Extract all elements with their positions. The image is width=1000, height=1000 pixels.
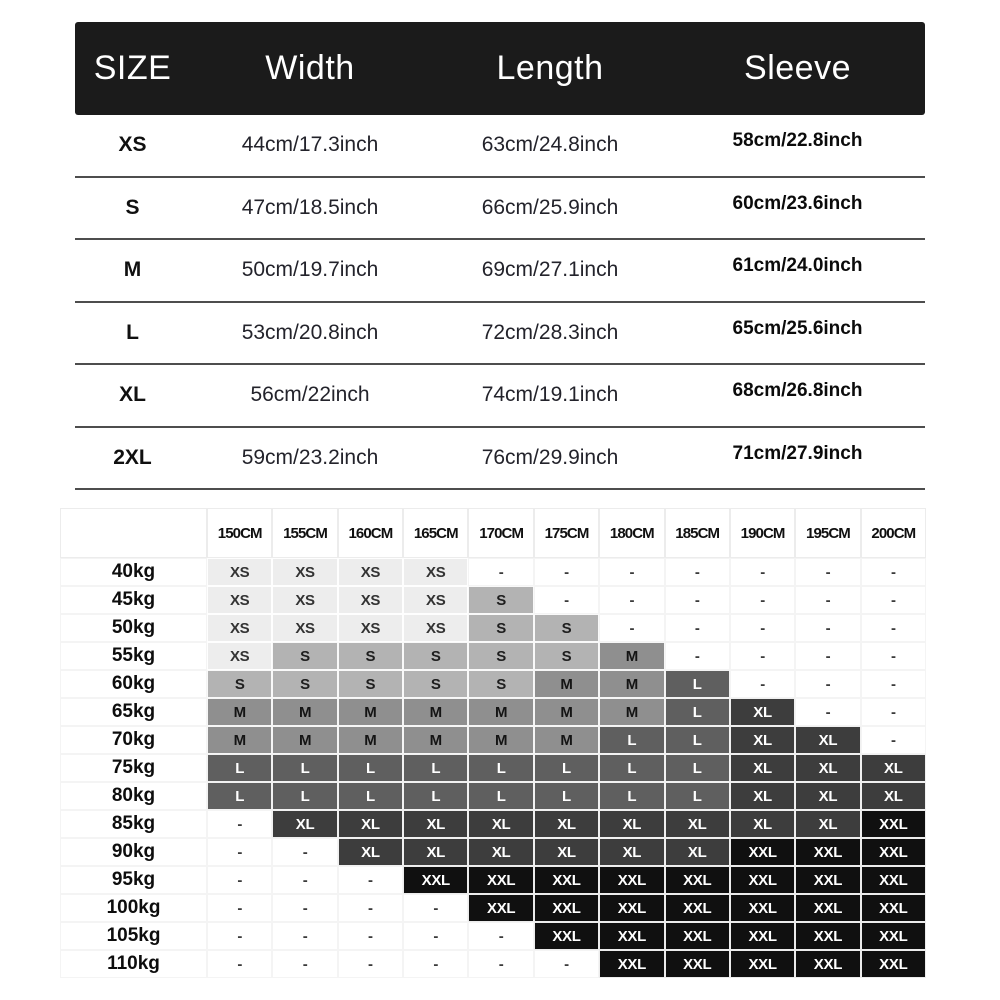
matrix-cell: XXL <box>730 894 795 922</box>
width-value: 56cm/22inch <box>250 383 370 407</box>
matrix-cell: XXL <box>795 866 860 894</box>
matrix-cell: - <box>730 642 795 670</box>
matrix-cell: - <box>403 950 468 978</box>
matrix-weight-label: 100kg <box>60 894 207 922</box>
matrix-height-header: 165CM <box>403 508 468 558</box>
sleeve-value: 71cm/27.9inch <box>732 442 863 464</box>
matrix-cell: XXL <box>795 894 860 922</box>
length-value: 63cm/24.8inch <box>481 133 619 157</box>
size-table-row <box>75 178 925 241</box>
matrix-cell: M <box>468 726 533 754</box>
matrix-cell: S <box>272 670 337 698</box>
size-table <box>75 22 925 490</box>
matrix-cell: XXL <box>730 922 795 950</box>
matrix-cell: L <box>338 754 403 782</box>
matrix-cell: - <box>534 950 599 978</box>
matrix-cell: - <box>795 614 860 642</box>
matrix-cell: - <box>861 698 926 726</box>
matrix-cell: XXL <box>730 866 795 894</box>
matrix-cell: - <box>207 922 272 950</box>
width-value: 47cm/18.5inch <box>241 195 379 219</box>
matrix-weight-label: 90kg <box>60 838 207 866</box>
size-table-row <box>75 240 925 303</box>
size-label: 2XL <box>113 445 152 469</box>
matrix-height-header: 170CM <box>468 508 533 558</box>
fit-matrix <box>60 508 926 978</box>
size-table-rows <box>75 115 925 490</box>
matrix-cell: XXL <box>599 894 664 922</box>
matrix-cell: L <box>272 782 337 810</box>
matrix-weight-label: 40kg <box>60 558 207 586</box>
matrix-cell: - <box>272 950 337 978</box>
matrix-cell: XL <box>272 810 337 838</box>
matrix-cell: M <box>338 726 403 754</box>
matrix-cell: M <box>599 698 664 726</box>
matrix-cell: - <box>338 922 403 950</box>
matrix-cell: XL <box>338 810 403 838</box>
matrix-cell: - <box>665 586 730 614</box>
matrix-weight-label: 45kg <box>60 586 207 614</box>
matrix-cell: XS <box>207 642 272 670</box>
matrix-cell: - <box>795 698 860 726</box>
matrix-height-header: 190CM <box>730 508 795 558</box>
matrix-cell: XS <box>403 586 468 614</box>
matrix-cell: XS <box>338 558 403 586</box>
matrix-cell: - <box>795 642 860 670</box>
size-table-row <box>75 303 925 366</box>
matrix-cell: XL <box>795 754 860 782</box>
matrix-cell: XL <box>861 754 926 782</box>
matrix-cell: XL <box>730 782 795 810</box>
matrix-cell: XXL <box>795 922 860 950</box>
matrix-cell: L <box>665 726 730 754</box>
matrix-cell: - <box>795 670 860 698</box>
matrix-cell: - <box>599 558 664 586</box>
matrix-cell: XL <box>338 838 403 866</box>
matrix-cell: M <box>599 642 664 670</box>
matrix-cell: S <box>534 642 599 670</box>
matrix-cell: M <box>403 698 468 726</box>
matrix-cell: S <box>534 614 599 642</box>
matrix-cell: M <box>207 698 272 726</box>
size-label: XL <box>119 383 146 407</box>
matrix-cell: S <box>468 642 533 670</box>
matrix-cell: XXL <box>468 866 533 894</box>
matrix-cell: XXL <box>861 810 926 838</box>
matrix-cell: - <box>338 866 403 894</box>
matrix-cell: - <box>468 950 533 978</box>
matrix-cell: L <box>665 670 730 698</box>
matrix-cell: - <box>599 586 664 614</box>
matrix-cell: S <box>403 670 468 698</box>
matrix-cell: XL <box>468 838 533 866</box>
matrix-cell: XL <box>665 810 730 838</box>
matrix-height-header: 160CM <box>338 508 403 558</box>
width-value: 53cm/20.8inch <box>241 320 379 344</box>
matrix-height-header: 200CM <box>861 508 926 558</box>
matrix-weight-label: 75kg <box>60 754 207 782</box>
size-label: M <box>123 258 142 282</box>
matrix-cell: - <box>272 894 337 922</box>
matrix-cell: M <box>272 698 337 726</box>
matrix-cell: XL <box>795 726 860 754</box>
matrix-cell: - <box>403 894 468 922</box>
matrix-cell: M <box>272 726 337 754</box>
matrix-cell: L <box>468 782 533 810</box>
matrix-cell: L <box>665 698 730 726</box>
matrix-cell: - <box>338 950 403 978</box>
matrix-weight-label: 50kg <box>60 614 207 642</box>
matrix-cell: M <box>207 726 272 754</box>
matrix-cell: XXL <box>795 838 860 866</box>
width-value: 44cm/17.3inch <box>241 133 379 157</box>
matrix-cell: XL <box>795 810 860 838</box>
matrix-height-header: 180CM <box>599 508 664 558</box>
matrix-weight-label: 105kg <box>60 922 207 950</box>
matrix-cell: XXL <box>599 922 664 950</box>
matrix-weight-label: 80kg <box>60 782 207 810</box>
matrix-cell: XS <box>338 586 403 614</box>
matrix-cell: - <box>207 866 272 894</box>
length-value: 66cm/25.9inch <box>481 195 619 219</box>
matrix-cell: - <box>534 558 599 586</box>
matrix-cell: - <box>403 922 468 950</box>
matrix-cell: XXL <box>665 894 730 922</box>
matrix-cell: XL <box>468 810 533 838</box>
matrix-cell: XL <box>599 838 664 866</box>
matrix-cell: S <box>207 670 272 698</box>
matrix-cell: S <box>272 642 337 670</box>
matrix-cell: S <box>338 670 403 698</box>
matrix-cell: XXL <box>534 894 599 922</box>
matrix-cell: XXL <box>861 866 926 894</box>
matrix-cell: - <box>665 558 730 586</box>
matrix-cell: XXL <box>665 866 730 894</box>
matrix-cell: XXL <box>403 866 468 894</box>
matrix-cell: XXL <box>534 866 599 894</box>
matrix-cell: XL <box>730 698 795 726</box>
matrix-cell: L <box>338 782 403 810</box>
matrix-cell: S <box>468 614 533 642</box>
matrix-height-header: 155CM <box>272 508 337 558</box>
matrix-cell: S <box>403 642 468 670</box>
sleeve-value: 65cm/25.6inch <box>732 317 863 339</box>
matrix-cell: XXL <box>665 950 730 978</box>
matrix-cell: - <box>599 614 664 642</box>
matrix-height-header: 195CM <box>795 508 860 558</box>
matrix-cell: XL <box>861 782 926 810</box>
matrix-cell: XL <box>534 810 599 838</box>
matrix-cell: XL <box>403 810 468 838</box>
matrix-cell: L <box>599 726 664 754</box>
matrix-cell: L <box>468 754 533 782</box>
matrix-weight-label: 60kg <box>60 670 207 698</box>
matrix-cell: - <box>730 558 795 586</box>
matrix-cell: XS <box>272 586 337 614</box>
matrix-cell: L <box>207 754 272 782</box>
matrix-cell: - <box>207 838 272 866</box>
matrix-height-header: 150CM <box>207 508 272 558</box>
matrix-weight-label: 85kg <box>60 810 207 838</box>
matrix-cell: - <box>272 866 337 894</box>
width-value: 50cm/19.7inch <box>241 258 379 282</box>
matrix-cell: XS <box>338 614 403 642</box>
matrix-cell: XL <box>665 838 730 866</box>
matrix-cell: - <box>338 894 403 922</box>
matrix-weight-label: 70kg <box>60 726 207 754</box>
matrix-cell: - <box>730 586 795 614</box>
matrix-cell: XS <box>403 558 468 586</box>
matrix-cell: XXL <box>861 838 926 866</box>
matrix-cell: XXL <box>861 950 926 978</box>
matrix-cell: - <box>468 558 533 586</box>
size-table-header-size: SIZE <box>93 49 172 87</box>
matrix-cell: - <box>861 586 926 614</box>
matrix-cell: - <box>861 670 926 698</box>
matrix-weight-label: 55kg <box>60 642 207 670</box>
matrix-cell: M <box>534 726 599 754</box>
sleeve-value: 61cm/24.0inch <box>732 255 863 277</box>
matrix-cell: - <box>534 586 599 614</box>
matrix-cell: L <box>599 754 664 782</box>
matrix-cell: - <box>665 614 730 642</box>
length-value: 74cm/19.1inch <box>481 383 619 407</box>
matrix-cell: L <box>599 782 664 810</box>
matrix-cell: XXL <box>861 922 926 950</box>
matrix-cell: XXL <box>468 894 533 922</box>
matrix-cell: M <box>338 698 403 726</box>
matrix-cell: L <box>665 754 730 782</box>
matrix-cell: S <box>338 642 403 670</box>
size-table-header-width: Width <box>265 49 355 87</box>
matrix-corner-cell <box>60 508 207 558</box>
length-value: 76cm/29.9inch <box>481 445 619 469</box>
matrix-cell: M <box>534 670 599 698</box>
matrix-cell: - <box>272 922 337 950</box>
matrix-cell: - <box>861 558 926 586</box>
matrix-cell: - <box>207 810 272 838</box>
matrix-cell: - <box>207 894 272 922</box>
size-label: L <box>126 320 139 344</box>
matrix-cell: M <box>468 698 533 726</box>
matrix-cell: XXL <box>665 922 730 950</box>
matrix-cell: - <box>272 838 337 866</box>
matrix-cell: XL <box>403 838 468 866</box>
size-table-row <box>75 428 925 491</box>
sleeve-value: 58cm/22.8inch <box>732 130 863 152</box>
matrix-cell: XL <box>730 726 795 754</box>
matrix-cell: XL <box>599 810 664 838</box>
size-table-row <box>75 115 925 178</box>
matrix-cell: L <box>403 754 468 782</box>
matrix-cell: L <box>403 782 468 810</box>
matrix-cell: XS <box>272 614 337 642</box>
matrix-cell: XXL <box>730 838 795 866</box>
matrix-cell: XXL <box>730 950 795 978</box>
length-value: 69cm/27.1inch <box>481 258 619 282</box>
matrix-cell: XL <box>795 782 860 810</box>
matrix-cell: M <box>403 726 468 754</box>
matrix-cell: XS <box>207 558 272 586</box>
matrix-cell: XXL <box>861 894 926 922</box>
matrix-cell: XXL <box>599 866 664 894</box>
matrix-cell: XL <box>534 838 599 866</box>
matrix-cell: XS <box>403 614 468 642</box>
matrix-cell: - <box>861 726 926 754</box>
matrix-cell: L <box>665 782 730 810</box>
size-table-header <box>75 22 925 115</box>
matrix-weight-label: 95kg <box>60 866 207 894</box>
matrix-cell: M <box>534 698 599 726</box>
matrix-cell: XXL <box>534 922 599 950</box>
length-value: 72cm/28.3inch <box>481 320 619 344</box>
sleeve-value: 60cm/23.6inch <box>732 192 863 214</box>
matrix-cell: L <box>207 782 272 810</box>
matrix-cell: L <box>272 754 337 782</box>
size-label: XS <box>118 133 147 157</box>
matrix-weight-label: 65kg <box>60 698 207 726</box>
matrix-cell: XXL <box>795 950 860 978</box>
matrix-cell: M <box>599 670 664 698</box>
matrix-cell: - <box>730 614 795 642</box>
matrix-cell: XS <box>207 614 272 642</box>
matrix-cell: S <box>468 670 533 698</box>
matrix-height-header: 175CM <box>534 508 599 558</box>
matrix-cell: - <box>730 670 795 698</box>
matrix-weight-label: 110kg <box>60 950 207 978</box>
matrix-cell: XS <box>272 558 337 586</box>
width-value: 59cm/23.2inch <box>241 445 379 469</box>
matrix-cell: - <box>861 642 926 670</box>
matrix-cell: XL <box>730 810 795 838</box>
matrix-cell: - <box>861 614 926 642</box>
matrix-cell: - <box>207 950 272 978</box>
matrix-cell: L <box>534 754 599 782</box>
matrix-cell: XL <box>730 754 795 782</box>
matrix-cell: - <box>795 558 860 586</box>
matrix-cell: XXL <box>599 950 664 978</box>
matrix-cell: - <box>795 586 860 614</box>
size-table-header-sleeve: Sleeve <box>744 49 851 87</box>
matrix-cell: - <box>665 642 730 670</box>
size-table-header-length: Length <box>496 49 604 87</box>
matrix-cell: S <box>468 586 533 614</box>
sleeve-value: 68cm/26.8inch <box>732 380 863 402</box>
matrix-height-header: 185CM <box>665 508 730 558</box>
matrix-cell: - <box>468 922 533 950</box>
size-table-row <box>75 365 925 428</box>
matrix-cell: L <box>534 782 599 810</box>
size-label: S <box>125 195 140 219</box>
matrix-cell: XS <box>207 586 272 614</box>
